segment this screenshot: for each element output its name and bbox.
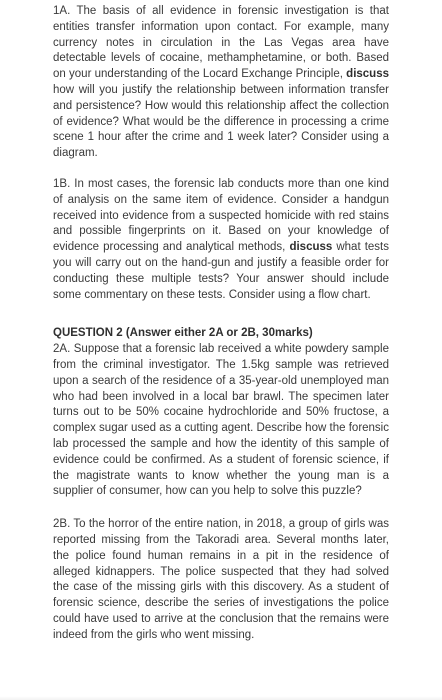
question-1b-keyword: discuss	[289, 241, 333, 254]
page-edge	[0, 696, 442, 700]
question-1a-text: 1A. The basis of all evidence in forensic investigation is that entities transfer information upon contact. For example, many currency notes in circulation in the Las Vegas area have detectable levels of cocaine, methamphetamine, or both. Based on your understanding of the Locard Exchange Principle,	[53, 5, 389, 81]
question-2-heading: QUESTION 2 (Answer either 2A or 2B, 30marks)	[53, 327, 313, 340]
question-1b-text: 1B. In most cases, the forensic lab conducts more than one kind of analysis on the same item of evidence. Consider a handgun received into evidence from a suspected homicide with red stains and possible fingerprints on it. Based on your knowledge of evidence processing and analytical methods,	[53, 177, 389, 254]
question-1b	[53, 177, 389, 303]
question-1a-keyword: discuss	[346, 68, 389, 81]
question-2a: 2A. Suppose that a forensic lab received a white powdery sample from the criminal investigator. The 1.5kg sample was retrieved upon a search of the residence of a 35-year-old unemployed man who had been involved in a local bar brawl. The specimen later turns out to be 50% cocaine hydrochloride and 50% fructose, a complex sugar used as a cutting agent. Describe how the forensic lab processed the sample and how the identity of this sample of evidence could be confirmed. As a student of forensic science, if the magistrate wants to know whether the young man is a supplier of consumer, how can you help to solve this puzzle?	[53, 343, 389, 498]
question-1a-text-cont: how will you justify the relationship between information transfer and persistence? How would this relationship affect the collection of evidence? What would be the difference in processing a crime scene 1 hour after the crime and 1 week later? Consider using a diagram.	[53, 83, 389, 160]
question-2b: 2B. To the horror of the entire nation, in 2018, a group of girls was reported missing from the Takoradi area. Several months later, the police found human remains in a pit in the residence of alleged kidnappers. The police suspected that they had solved the case of the missing girls with this discovery. As a student of forensic science, describe the series of investigations the police could have used to arrive at the conclusion that the remains were indeed from the girls who went missing.	[53, 518, 389, 641]
question-1a	[53, 4, 389, 162]
question-1b-text-cont: what tests you will carry out on the hand-gun and justify a feasible order for conducting these multiple tests? Your answer should include some commentary on these tests. Consider using a flow chart.	[53, 241, 390, 301]
